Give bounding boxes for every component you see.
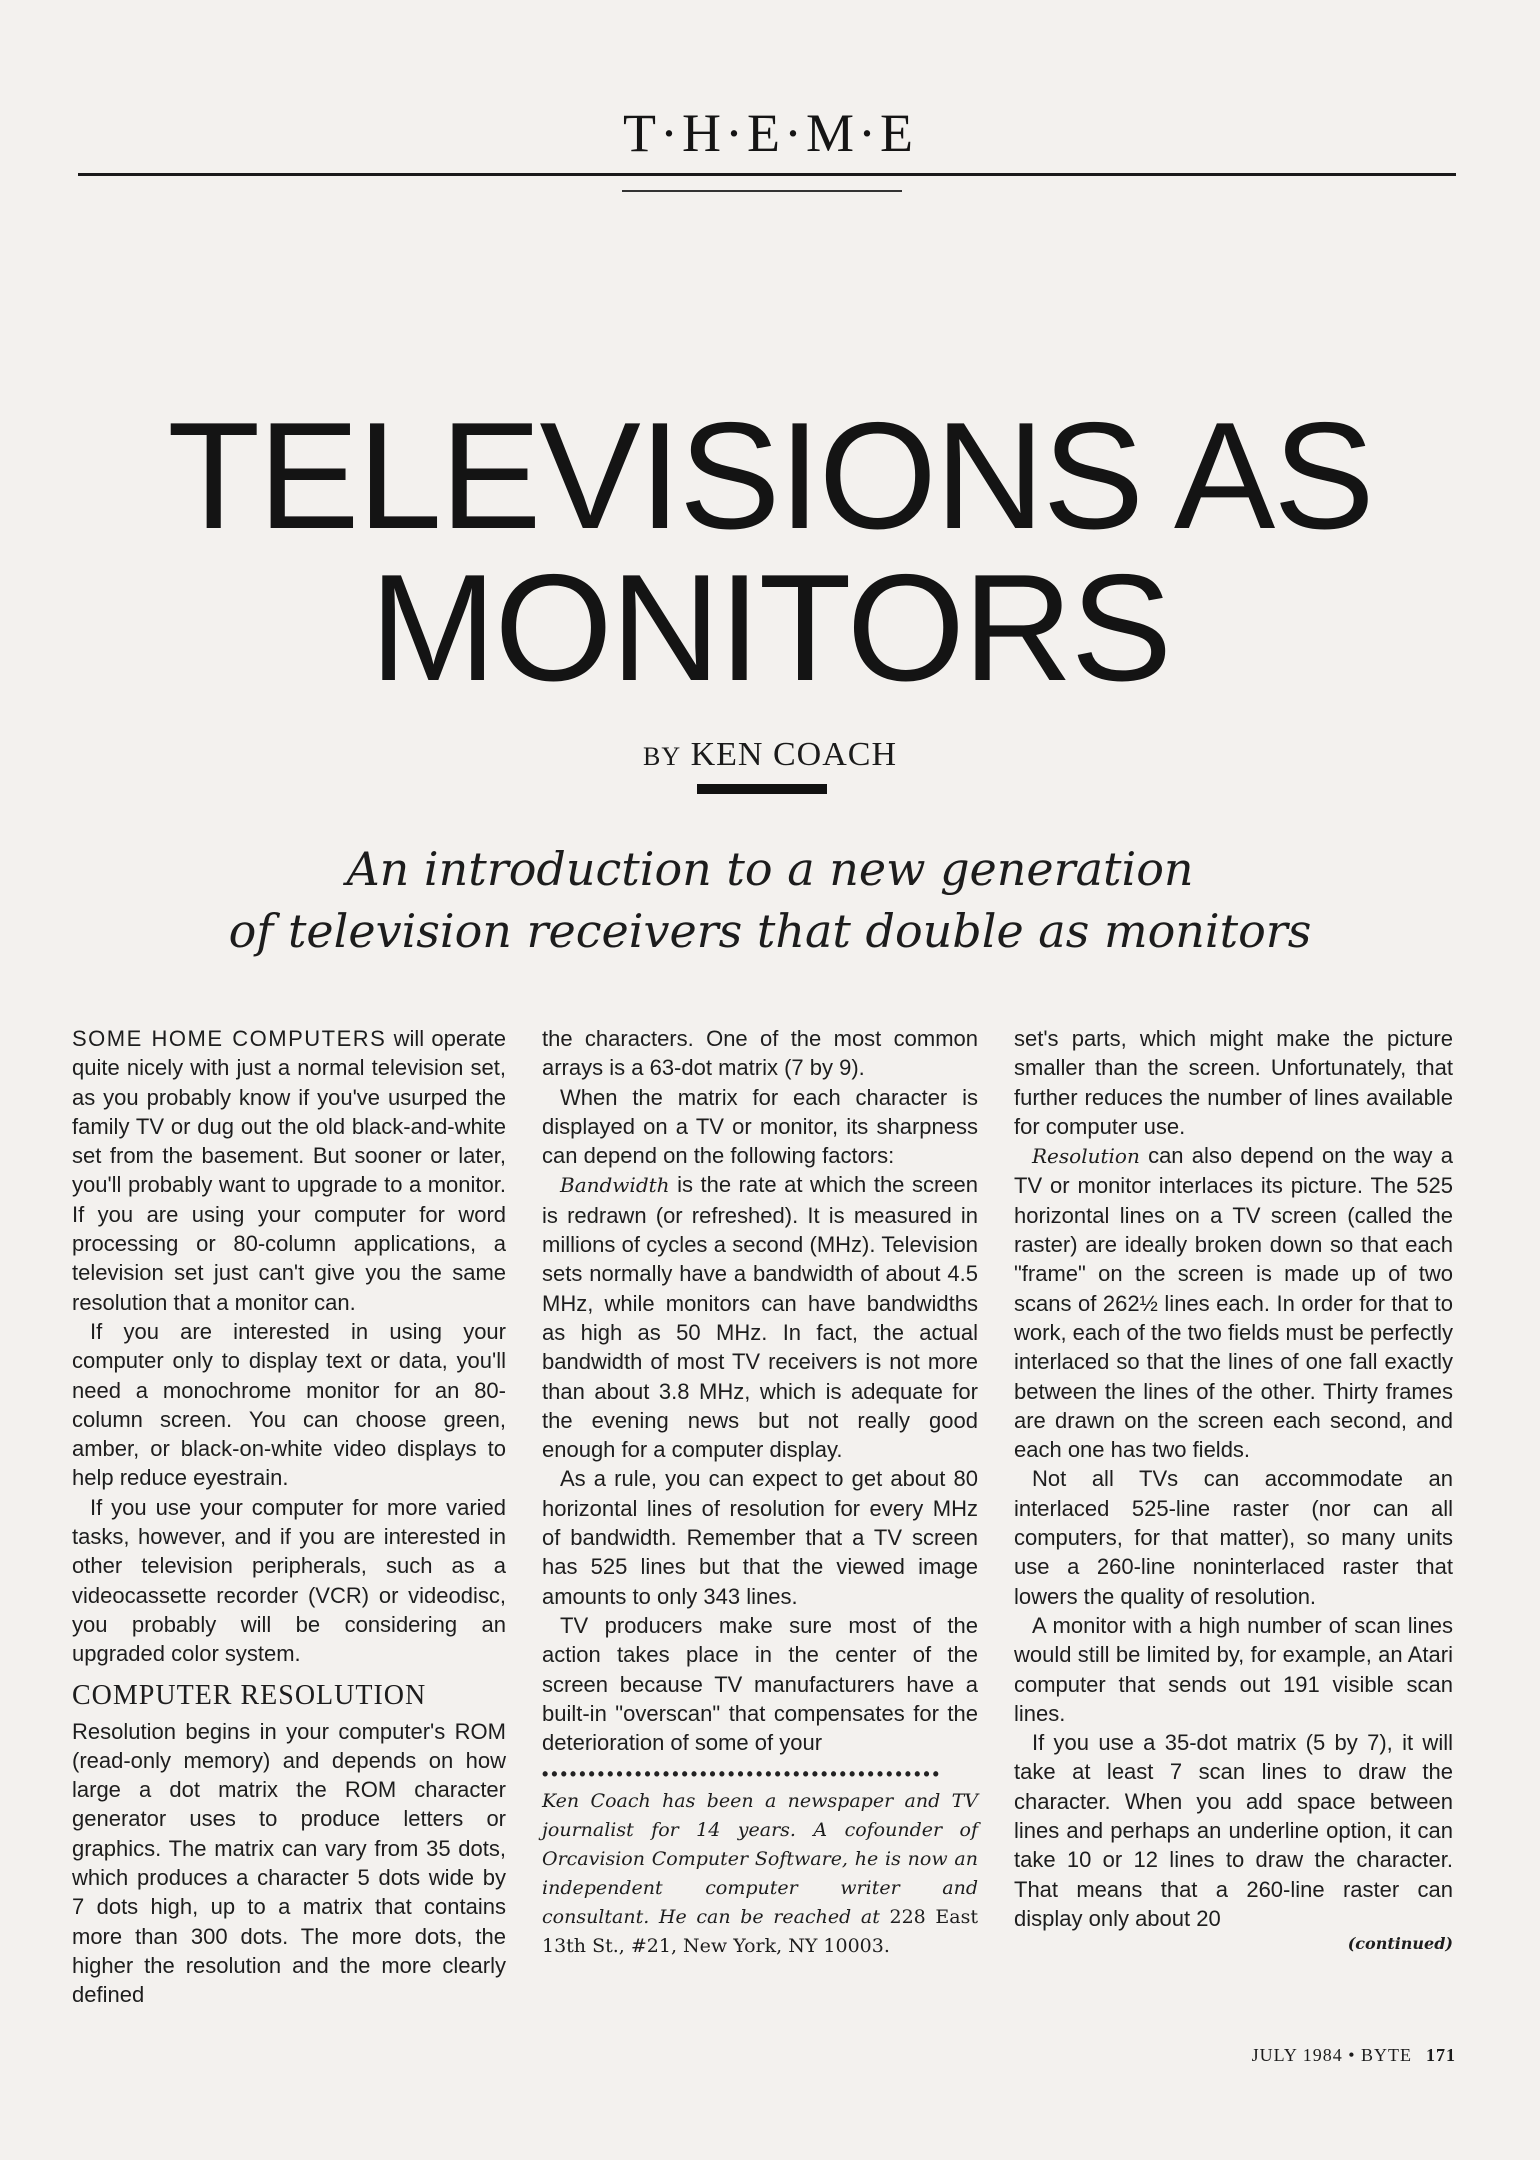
author-bio xyxy=(542,1787,978,1961)
dotted-separator: ••••••••••••••••••••••••••••••••••••••••••• xyxy=(542,1764,942,1785)
column-2 xyxy=(542,1024,978,1961)
deck-line-1: An introduction to a new generation xyxy=(346,842,1194,896)
paragraph xyxy=(1014,1141,1453,1464)
paragraph: If you are interested in using your computer only to display text or data, you'll need a monochrome monitor for an 80-column screen. You can choose green, amber, or black-on-white video displays to help reduce eyestrain. xyxy=(72,1318,506,1491)
headline-line-2: MONITORS xyxy=(369,543,1171,713)
paragraph: Not all TVs can accommodate an interlaced 525-line raster (nor can all computers, for that matter), so many units use a 260-line noninterlaced raster that lowers the quality of resolution. xyxy=(1014,1466,1453,1609)
paragraph: As a rule, you can expect to get about 80 horizontal lines of resolution for every MHz of bandwidth. Remember that a TV screen has 525 lines but that the viewed image amounts to only 343 lines. xyxy=(542,1466,978,1609)
continued-label: (continued) xyxy=(1347,1934,1453,1954)
byline xyxy=(0,736,1540,774)
bio-text: Ken Coach has been a newspaper and TV journalist for 14 years. A cofounder of Orcavision Computer Software, he is now an independent computer writer and consultant. He can be reached at xyxy=(542,1790,978,1929)
subhead: COMPUTER RESOLUTION xyxy=(72,1679,427,1711)
headline-line-1: TELEVISIONS AS xyxy=(167,391,1373,561)
lead-in: SOME HOME COMPUTERS xyxy=(72,1026,387,1051)
paragraph: A monitor with a high number of scan lines would still be limited by, for example, an Atari computer that sends out 191 visible scan lines. xyxy=(1014,1612,1453,1726)
header-subrule xyxy=(622,190,902,192)
byline-author: KEN COACH xyxy=(690,736,898,773)
article-headline xyxy=(0,391,1540,713)
paragraph: TV producers make sure most of the action takes place in the center of the screen because TV manufacturers have a built-in "overscan" that compensates for the deterioration of some of your xyxy=(542,1612,978,1756)
paragraph: set's parts, which might make the picture smaller than the screen. Unfortunately, that further reduces the number of lines available for computer use. xyxy=(1014,1026,1453,1139)
byline-by: BY xyxy=(642,742,682,771)
paragraph: the characters. One of the most common arrays is a 63-dot matrix (7 by 9). xyxy=(542,1026,978,1081)
byline-bar xyxy=(697,784,827,794)
term: Resolution xyxy=(1032,1144,1140,1169)
column-1 xyxy=(72,1024,506,2010)
paragraph-text: is the rate at which the screen is redrawn (or refreshed). It is measured in millions of cycles a second (MHz). Television sets normally have a bandwidth of about 4.5 MHz, while monitors can have bandwidths as high as 50 MHz. In fact, the actual bandwidth of most TV receivers is not more than about 3.8 MHz, which is adequate for the evening news but not really good enough for a computer display. xyxy=(542,1172,978,1463)
paragraph-text: will operate quite nicely with just a normal television set, as you probably know if you've usurped the family TV or dug out the old black-and-white set from the basement. But sooner or later, you'll probably want to upgrade to a monitor. If you are using your computer for word processing or 80-column applications, a television set just can't give you the same resolution that a monitor can. xyxy=(72,1026,507,1315)
article-deck xyxy=(0,838,1540,962)
paragraph-text: can also depend on the way a TV or monitor interlaces its picture. The 525 horizontal lines on a TV screen (called the raster) are ideally broken down so that each "frame" on the screen is made up of two scans of 262½ lines each. In order for that to work, each of the two fields must be perfectly interlaced so that the lines of one fall exactly between the lines of the other. Thirty frames are drawn on the screen each second, and each one has two fields. xyxy=(1014,1143,1453,1463)
paragraph xyxy=(72,1024,506,1317)
page-footer xyxy=(1252,2045,1456,2066)
header-rule xyxy=(78,173,1456,176)
page-number: 171 xyxy=(1426,2045,1456,2065)
paragraph: If you use your computer for more varied tasks, however, and if you are interested in other television peripherals, such as a videocassette recorder (VCR) or videodisc, you probably will be considering an upgraded color system. xyxy=(72,1494,506,1667)
paragraph: Resolution begins in your computer's ROM (read-only memory) and depends on how large a dot matrix the ROM character generator uses to produce letters or graphics. The matrix can vary from 35 dots, which produces a character 5 dots wide by 7 dots high, up to a matrix that contains more than 300 dots. The more dots, the higher the resolution and the more clearly defined xyxy=(72,1718,506,2008)
paragraph: When the matrix for each character is displayed on a TV or monitor, its sharpness can depend on the following factors: xyxy=(542,1084,978,1169)
bio-address: 228 East 13th St., #21, New York, NY 10003. xyxy=(542,1906,978,1958)
footer-issue: JULY 1984 • BYTE xyxy=(1251,2045,1412,2065)
term: Bandwidth xyxy=(560,1173,670,1198)
paragraph: If you use a 35-dot matrix (5 by 7), it will take at least 7 scan lines to draw the character. When you add space between lines and perhaps an underline option, it can take 10 or 12 lines to draw the character. That means that a 260-line raster can display only about 20 xyxy=(1014,1730,1453,1931)
section-header: T·H·E·M·E xyxy=(623,103,917,163)
paragraph xyxy=(542,1170,978,1464)
deck-line-2: of television receivers that double as monitors xyxy=(228,904,1312,958)
column-3 xyxy=(1014,1024,1453,1955)
